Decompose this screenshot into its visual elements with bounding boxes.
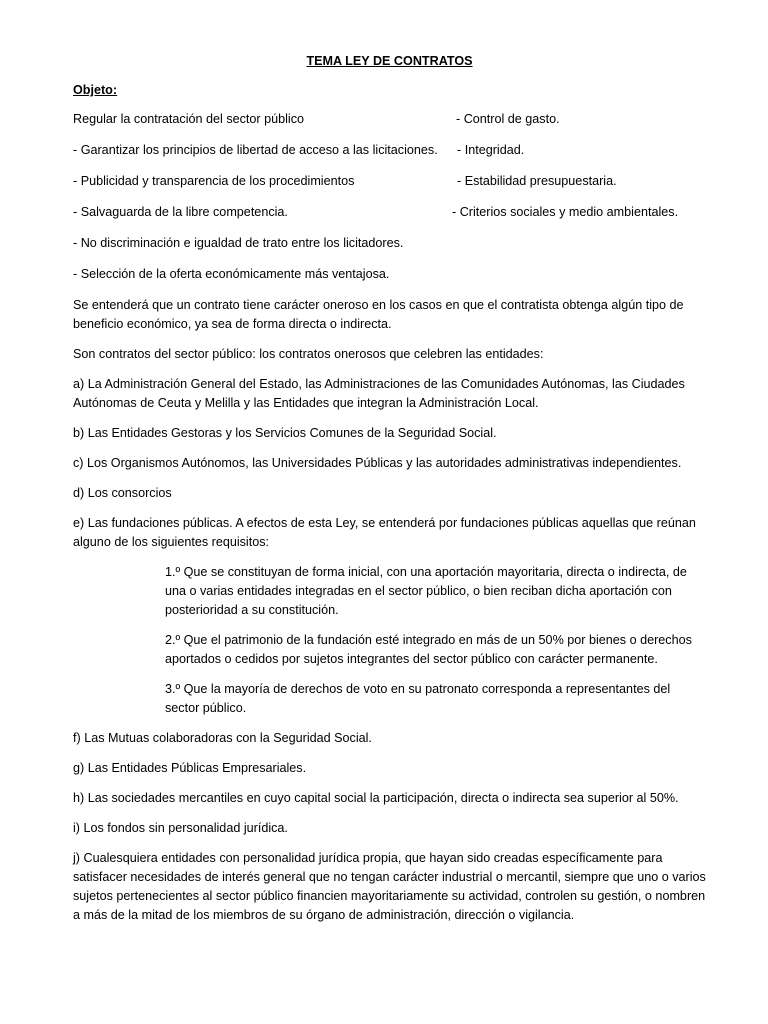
requirement-item: 2.º Que el patrimonio de la fundación esté integrado en más de un 50% por bienes o derechos aportados o cedidos por sujetos integrantes del sector público con carácter permanente. (165, 633, 692, 666)
entity-item: d) Los consorcios (73, 486, 172, 500)
entity-item: i) Los fondos sin personalidad jurídica. (73, 821, 288, 835)
object-row-left: - Garantizar los principios de libertad de acceso a las licitaciones. (73, 143, 438, 157)
object-row-right: - Estabilidad presupuestaria. (457, 174, 617, 188)
paragraph: Son contratos del sector público: los contratos onerosos que celebren las entidades: (73, 347, 544, 361)
entity-item: g) Las Entidades Públicas Empresariales. (73, 761, 307, 775)
object-item: - No discriminación e igualdad de trato entre los licitadores. (73, 236, 404, 250)
requirement-item: 1.º Que se constituyan de forma inicial, con una aportación mayoritaria, directa o indirecta, de una o varias entidades integradas en el sector público, o bien reciban dicha aportación con posterioridad a su constitución. (165, 565, 687, 617)
object-row-right: - Criterios sociales y medio ambientales. (452, 205, 679, 219)
entity-item: f) Las Mutuas colaboradoras con la Seguridad Social. (73, 731, 372, 745)
entity-item: b) Las Entidades Gestoras y los Servicios Comunes de la Seguridad Social. (73, 426, 497, 440)
object-row (73, 110, 706, 129)
object-row-left: Regular la contratación del sector público (73, 112, 305, 126)
entity-item: h) Las sociedades mercantiles en cuyo capital social la participación, directa o indirecta sea superior al 50%. (73, 791, 679, 805)
object-row-right: - Control de gasto. (456, 112, 560, 126)
document-title: TEMA LEY DE CONTRATOS (306, 54, 473, 68)
entity-item: c) Los Organismos Autónomos, las Universidades Públicas y las autoridades administrativas independientes. (73, 456, 682, 470)
object-row (73, 203, 706, 222)
object-row (73, 172, 706, 191)
entity-item: j) Cualesquiera entidades con personalidad jurídica propia, que hayan sido creadas específicamente para satisfacer necesidades de interés general que no tengan carácter industrial o mercantil, siempre que uno o varios sujetos pertenecientes al sector público financien mayoritariamente su actividad, controlen su gestión, o nombren a más de la mitad de los miembros de su órgano de administración, dirección o vigilancia. (73, 851, 706, 922)
paragraph: Se entenderá que un contrato tiene carácter oneroso en los casos en que el contratista obtenga algún tipo de beneficio económico, ya sea de forma directa o indirecta. (73, 298, 684, 331)
object-heading: Objeto: (73, 83, 118, 97)
object-row (73, 141, 706, 160)
requirement-item: 3.º Que la mayoría de derechos de voto en su patronato corresponda a representantes del sector público. (165, 682, 671, 715)
object-item: - Selección de la oferta económicamente más ventajosa. (73, 267, 390, 281)
entity-item: e) Las fundaciones públicas. A efectos de esta Ley, se entenderá por fundaciones públicas aquellas que reúnan alguno de los siguientes requisitos: (73, 516, 696, 549)
object-row-left: - Salvaguarda de la libre competencia. (73, 205, 288, 219)
object-row-left: - Publicidad y transparencia de los procedimientos (73, 174, 355, 188)
entity-item: a) La Administración General del Estado, las Administraciones de las Comunidades Autónomas, las Ciudades Autónomas de Ceuta y Melilla y las Entidades que integran la Administración Local. (73, 377, 685, 410)
object-row-right: - Integridad. (457, 143, 525, 157)
